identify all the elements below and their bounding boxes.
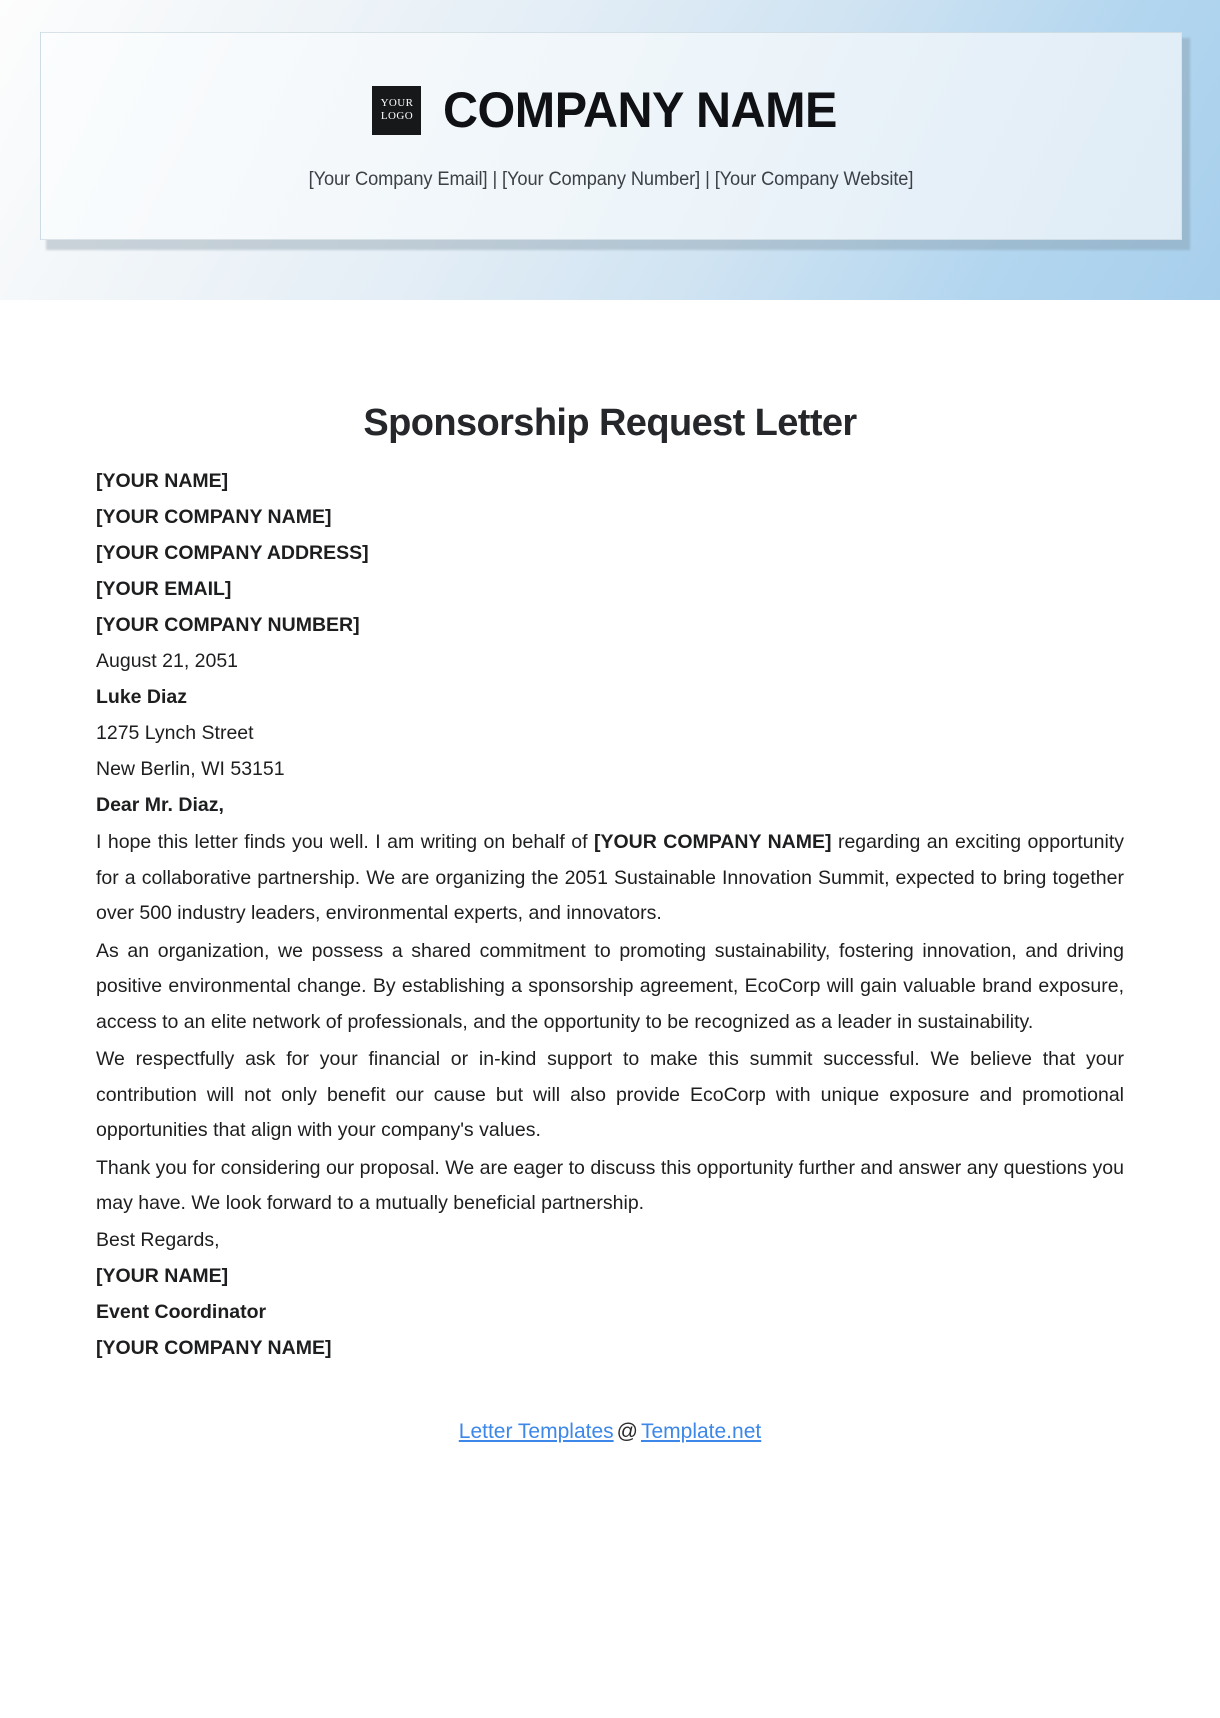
paragraph-1-text-before: I hope this letter finds you well. I am writing on behalf of [96,831,594,853]
page-title: Sponsorship Request Letter [363,402,857,444]
recipient-address-block [96,679,1124,787]
recipient-city-state-zip: New Berlin, WI 53151 [96,758,285,780]
sender-phone: [YOUR COMPANY NUMBER] [96,614,360,636]
letterhead-card [40,32,1182,240]
salutation: Dear Mr. Diaz, [96,794,224,816]
paragraph-1-company-placeholder: [YOUR COMPANY NAME] [593,831,832,853]
your-logo-icon [372,86,421,135]
letter-date: August 21, 2051 [96,650,239,672]
sender-name: [YOUR NAME] [96,470,229,492]
logo-text-line-1: YOUR [380,97,414,109]
letter-body [0,300,1220,1366]
recipient-street: 1275 Lynch Street [96,722,254,744]
paragraph-1-text-after: regarding an exciting opportunity for a collaborative partnership. We are organizing the 2051 Sustainable Innovation Summit, expected to bring together over 500 industry leaders, environmental experts, and innovators. [96,831,1124,924]
body-paragraph-2: As an organization, we possess a shared commitment to promoting sustainability, fostering innovation, and driving positive environmental change. By establishing a sponsorship agreement, EcoCorp will gain valuable brand exposure, access to an elite network of professionals, and the opportunity to be recognized as a leader in sustainability. [96,939,1124,1033]
logo-text-line-2: LOGO [380,110,414,122]
company-name: COMPANY NAME [443,82,838,138]
signature-name: [YOUR NAME] [96,1264,229,1287]
closing-phrase: Best Regards, [96,1228,220,1251]
company-contact-line: [Your Company Email] | [Your Company Number] | [Your Company Website] [308,169,914,190]
footer [0,1420,1220,1444]
sender-email: [YOUR EMAIL] [96,578,232,600]
signature-company: [YOUR COMPANY NAME] [96,1336,332,1359]
letter-templates-link[interactable]: Letter Templates [458,1420,614,1443]
body-paragraph-3: We respectfully ask for your financial or in-kind support to make this summit successful. We believe that your contribution will not only benefit our cause but will also provide EcoCorp with unique exposure and promotional opportunities that align with your company's values. [96,1048,1124,1141]
signature-title: Event Coordinator [96,1300,267,1323]
sender-address: [YOUR COMPANY ADDRESS] [96,542,369,564]
body-paragraph-1 [96,825,1124,932]
letterhead-banner [0,0,1220,300]
template-net-link[interactable]: Template.net [640,1420,762,1443]
at-separator: @ [616,1420,638,1443]
sender-company: [YOUR COMPANY NAME] [96,506,332,528]
sender-address-block [96,463,1124,643]
brand-row [372,81,849,139]
body-paragraph-4: Thank you for considering our proposal. We are eager to discuss this opportunity further and answer any questions you may have. We look forward to a mutually beneficial partnership. [96,1156,1124,1214]
recipient-name: Luke Diaz [96,686,188,708]
signature-block [96,1222,1124,1366]
